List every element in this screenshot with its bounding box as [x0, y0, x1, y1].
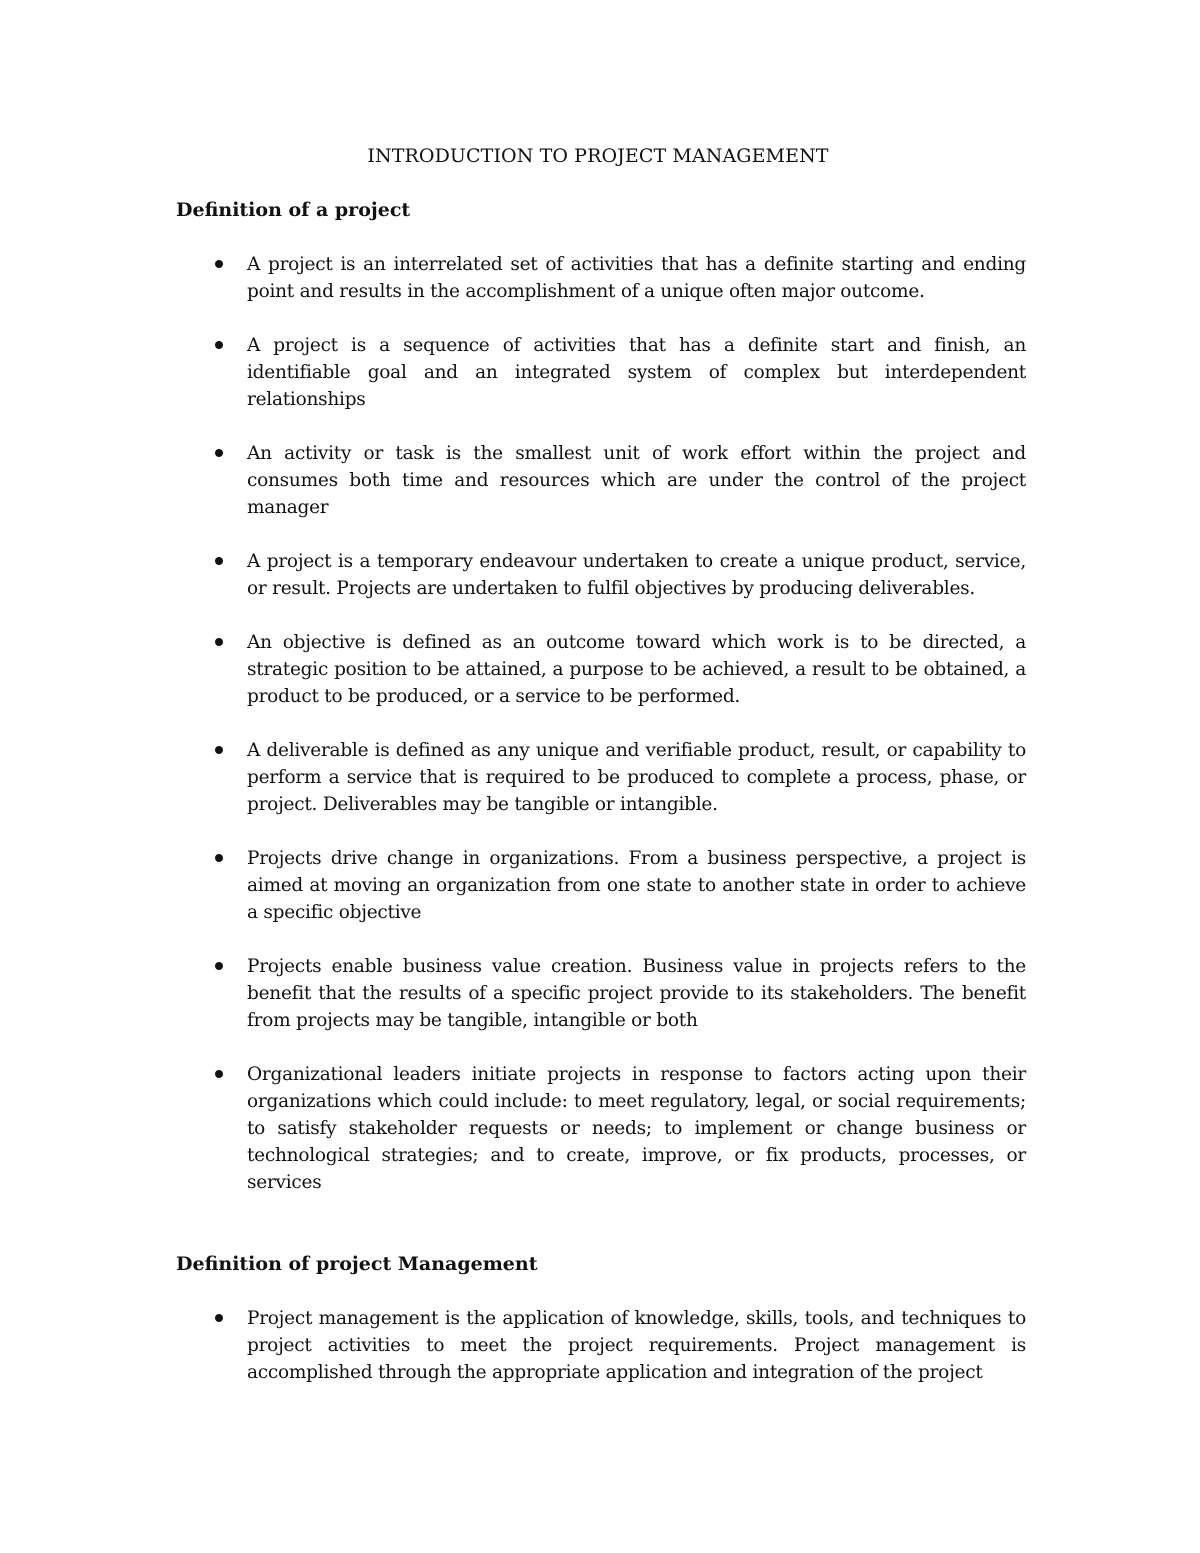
bullet-icon	[215, 260, 223, 268]
list-item-text: A project is a sequence of activities that has a definite start and finish, an identifiable goal and an integrated system of complex but interdependent relationships	[247, 335, 1026, 410]
list-item	[176, 629, 1026, 710]
bullet-icon	[215, 962, 223, 970]
bullet-icon	[215, 449, 223, 457]
bullet-icon	[215, 746, 223, 754]
list-item	[176, 1305, 1026, 1386]
document-title: INTRODUCTION TO PROJECT MANAGEMENT	[367, 145, 829, 167]
bullet-icon	[215, 557, 223, 565]
list-item-text: Project management is the application of knowledge, skills, tools, and techniques to project activities to meet the project requirements. Project management is accomplished through the appropriate application and integration of the project	[247, 1308, 1026, 1383]
list-item-text: Projects drive change in organizations. From a business perspective, a project is aimed at moving an organization from one state to another state in order to achieve a specific objective	[247, 848, 1026, 923]
list-item-text: A project is a temporary endeavour undertaken to create a unique product, service, or result. Projects are undertaken to fulfil objectives by producing deliverables.	[247, 551, 1026, 599]
section-heading-project-management-definition: Definition of project Management	[176, 1253, 538, 1275]
bullet-icon	[215, 854, 223, 862]
list-item	[176, 1061, 1026, 1196]
list-item-text: Projects enable business value creation. Business value in projects refers to the benefit that the results of a specific project provide to its stakeholders. The benefit from projects may be tangible, intangible or both	[247, 956, 1026, 1031]
list-item	[176, 845, 1026, 926]
section-heading-project-definition: Definition of a project	[176, 199, 411, 221]
list-item-text: Organizational leaders initiate projects in response to factors acting upon their organizations which could include: to meet regulatory, legal, or social requirements; to satisfy stakeholder requests or needs; to implement or change business or technological strategies; and to create, improve, or fix products, processes, or services	[247, 1064, 1026, 1193]
list-item-text: An activity or task is the smallest unit of work effort within the project and consumes both time and resources which are under the control of the project manager	[247, 443, 1026, 518]
list-item	[176, 440, 1026, 521]
list-item-text: A project is an interrelated set of activities that has a definite starting and ending point and results in the accomplishment of a unique often major outcome.	[247, 254, 1026, 302]
list-item	[176, 953, 1026, 1034]
bullet-icon	[215, 638, 223, 646]
project-definition-list	[176, 251, 1026, 1223]
list-item	[176, 548, 1026, 602]
bullet-icon	[215, 1070, 223, 1078]
bullet-icon	[215, 341, 223, 349]
list-item	[176, 332, 1026, 413]
project-management-definition-list	[176, 1305, 1026, 1413]
bullet-icon	[215, 1314, 223, 1322]
list-item-text: A deliverable is defined as any unique and verifiable product, result, or capability to perform a service that is required to be produced to complete a process, phase, or project. Deliverables may be tangible or intangible.	[247, 740, 1026, 815]
list-item	[176, 251, 1026, 305]
list-item	[176, 737, 1026, 818]
list-item-text: An objective is defined as an outcome toward which work is to be directed, a strategic position to be attained, a purpose to be achieved, a result to be obtained, a product to be produced, or a service to be performed.	[247, 632, 1026, 707]
